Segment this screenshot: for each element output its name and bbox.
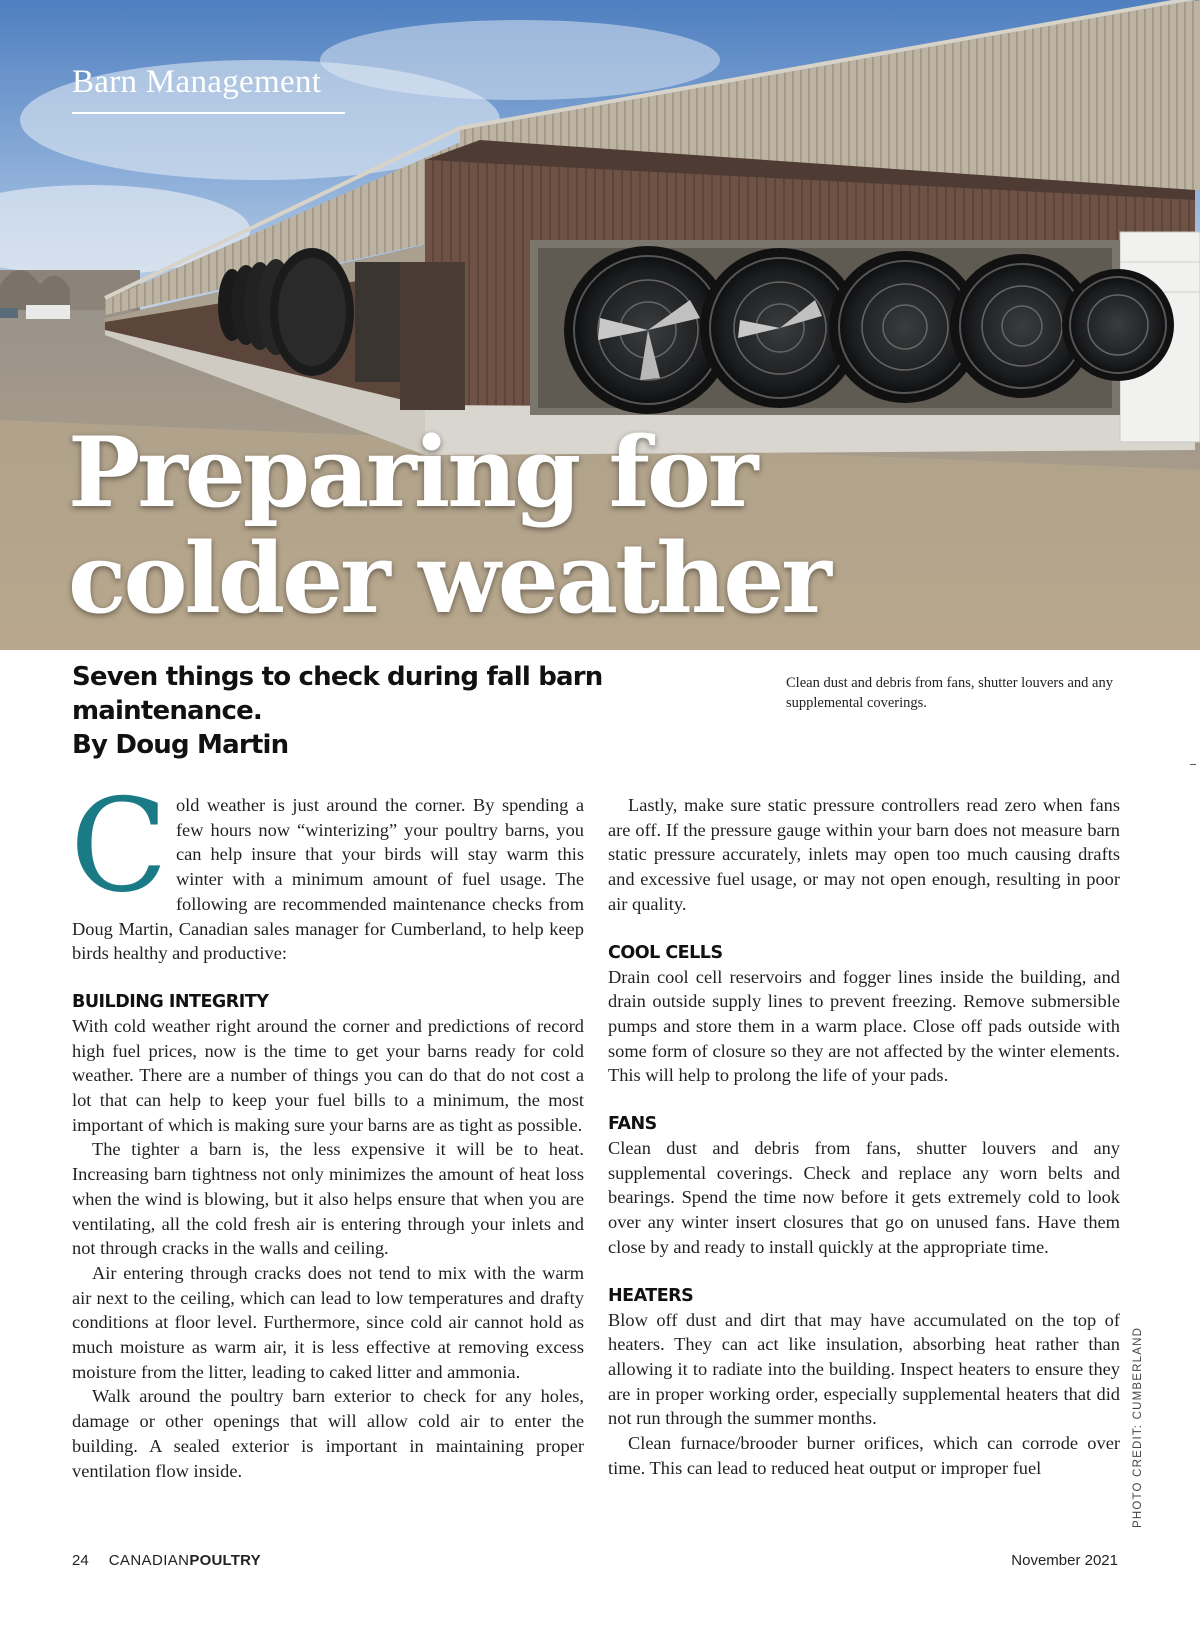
intro-text: old weather is just around the corner. By spending a few hours now “winterizing” your poultry barns, you can help insure that your birds will stay warm this winter with a minimum amount of fuel usage. The following are recommended maintenance checks from Doug Martin, Canadian sales manager for Cumberland, to help keep birds healthy and productive: — [72, 795, 584, 964]
photo-caption: Clean dust and debris from fans, shutter louvers and any supplemental coverings. — [786, 675, 1113, 711]
article-column-left — [70, 772, 584, 1483]
paragraph: Blow off dust and dirt that may have accumulated on the top of heaters. They can act like insulation, absorbing heat rather than allowing it to radiate into the building. Inspect heaters to ensure they are in proper working order, especially supplemental heaters that did not run through the summer months. — [608, 1309, 1120, 1429]
issue-date: November 2021 — [1011, 1552, 1118, 1569]
paragraph: The tighter a barn is, the less expensive it will be to heat. Increasing barn tightness not only minimizes the amount of heat loss when the wind is blowing, but it also helps ensure that when you are ventilating, all the cold fresh air is entering through your inlets and not through cracks in the walls and ceiling. — [72, 1139, 584, 1259]
intro-paragraph — [70, 772, 584, 966]
deck-block — [72, 660, 772, 762]
paragraph: Walk around the poultry barn exterior to check for any holes, damage or other openings that will allow cold air to enter the building. A sealed exterior is important in maintaining proper ventilation flow inside. — [72, 1386, 584, 1481]
magazine-name-part1: CANADIAN — [108, 1552, 190, 1569]
distant-vehicle — [26, 305, 70, 319]
deck: Seven things to check during fall barn maintenance. — [72, 662, 603, 726]
paragraph: With cold weather right around the corner and predictions of record high fuel prices, now is the time to get your barns ready for cold weather. There are a number of things you can do that do not cost a lot that can help to keep your fuel bills to a minimum, the most important of which is making sure your barns are as tight as possible. — [72, 1015, 584, 1135]
byline: By Doug Martin — [72, 730, 289, 760]
heading-cool-cells: COOL CELLS — [608, 942, 723, 963]
heading-building-integrity: BUILDING INTEGRITY — [72, 991, 269, 1012]
drop-cap: C — [70, 772, 168, 921]
footer-left — [72, 1552, 261, 1569]
page-number: 24 — [72, 1552, 89, 1569]
article-column-right — [608, 793, 1120, 1480]
heading-heaters: HEATERS — [608, 1285, 694, 1306]
magazine-name-part2: POULTRY — [189, 1552, 261, 1569]
paragraph: Air entering through cracks does not tend to mix with the warm air next to the ceiling, which can lead to low temperatures and drafty conditions at floor level. Furthermore, since cold air cannot hold as much moisture as warm air, it is less effective at removing excess moisture from the litter, leading to caked litter and ammonia. — [72, 1262, 584, 1382]
hero-photo — [0, 0, 1200, 650]
paragraph: Clean dust and debris from fans, shutter louvers and any supplemental coverings. Check and replace any worn belts and bearings. Spend the time now before it gets extremely cold to look over any winter insert closures that go on unused fans. Have them close by and ready to install quickly at the appropriate time. — [608, 1138, 1120, 1257]
fan — [1062, 269, 1174, 381]
headline-line-2: colder weather — [68, 522, 829, 635]
heading-fans: FANS — [608, 1114, 657, 1135]
paragraph: Drain cool cell reservoirs and fogger lines inside the building, and drain outside supply lines to prevent freezing. Remove submersible pumps and store them in a warm place. Close off pads outside with some form of closure so they are not affected by the winter elements. This will help to prolong the life of your pads. — [608, 966, 1120, 1086]
headline — [68, 416, 829, 635]
section-label: Barn Management — [72, 62, 345, 114]
paragraph: Lastly, make sure static pressure controllers read zero when fans are off. If the pressure gauge within your barn does not measure barn static pressure accurately, inlets may open too much causing drafts and excessive fuel usage, or may not open enough, resulting in poor air quality. — [608, 795, 1120, 914]
headline-line-1: Preparing for — [68, 416, 756, 529]
photo-credit: PHOTO CREDIT: CUMBERLAND — [1132, 1326, 1144, 1528]
paragraph: Clean furnace/brooder burner orifices, which can corrode over time. This can lead to reduced heat output or improper fuel — [608, 1433, 1120, 1478]
edge-mark — [1190, 764, 1196, 765]
